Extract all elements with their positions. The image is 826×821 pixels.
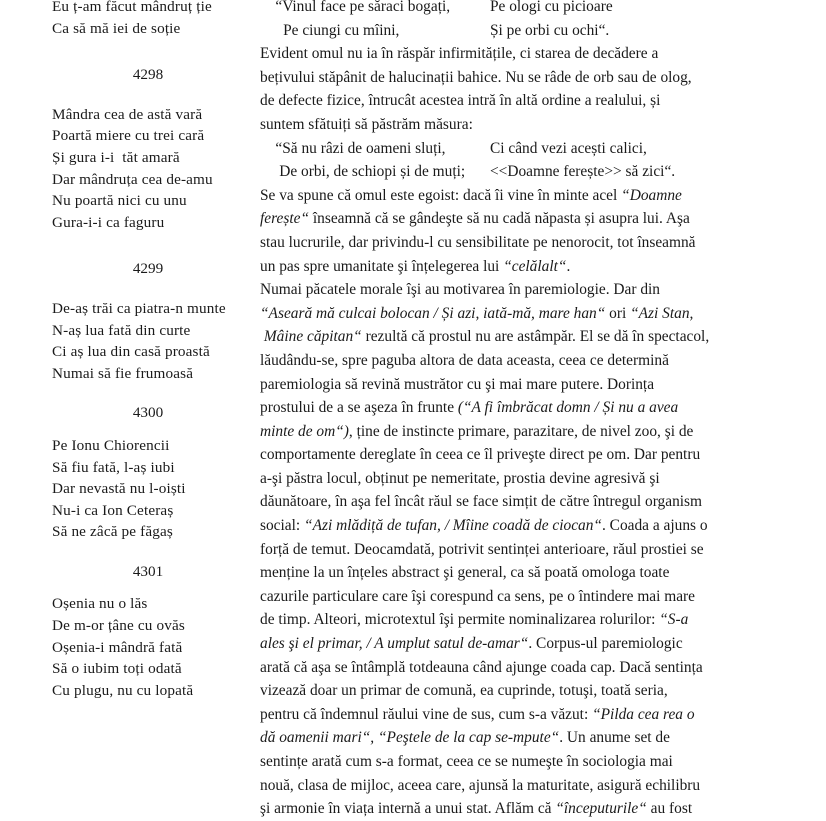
couplet-right: Și pe orbi cu ochi“. [490, 21, 610, 39]
verse-group-4299 [52, 298, 252, 384]
prose-text: şi armonie în viața internă a unui stat. Aflăm că [260, 800, 556, 818]
verse-line: Și gura i-i tăt amară [52, 148, 180, 166]
italic-quote: “Aseară mă culcai bolocan / Și azi, iată-mă, mare han“ [260, 304, 606, 322]
prose-line [260, 396, 734, 420]
couplet-left: De orbi, de schiopi și de muți; [260, 163, 466, 181]
couplet-left: Pe ciungi cu mîini, [260, 21, 400, 39]
prose-text: vizează doar un primar de comună, ea cuprinde, totuşi, toată seria, [260, 682, 668, 700]
prose-line: bețivului stăpânit de halucinații bahice. Nu se râde de orb sau de olog, [260, 68, 692, 86]
prose-line [260, 679, 734, 703]
prose-text: forță de temut. Deocamdată, potrivit sentinței anterioare, răul prostiei se [260, 540, 704, 558]
verse-number-4301: 4301 [132, 562, 164, 580]
prose-text: cazurile particulare care îşi corespund ca sens, pe o întindere mai mare [260, 587, 696, 605]
prose-text: dăunătoare, în aşa fel încât răul se face simțit de către întregul organism [260, 493, 703, 511]
italic-quote: “Pilda cea rea o [592, 705, 695, 723]
prose-line [260, 420, 734, 444]
spacer [52, 424, 252, 435]
prose-line [260, 703, 734, 727]
prose-text: a-şi păstra locul, obținut pe nemeritate, prostia devine agresivă şi [260, 469, 660, 487]
couplet-row [260, 160, 734, 184]
italic-quote: “S-a [659, 611, 689, 629]
prose-text: un pas spre umanitate şi înțelegerea lui [260, 257, 504, 275]
italic-quote: “Azi Stan, [630, 304, 694, 322]
couplet-left: “Vinul face pe săraci bogați, [260, 0, 451, 15]
right-prose-column [260, 0, 734, 821]
prose-line [260, 467, 734, 491]
verse-line: Numai să fie frumoasă [52, 364, 194, 382]
couplet-left: “Să nu râzi de oameni sluți, [260, 139, 446, 157]
prose-line [260, 608, 734, 632]
italic-quote: minte de om“) [260, 422, 349, 440]
prose-line [260, 585, 734, 609]
prose-text: lăudându-se, spre paguba altora de data aceasta, ceea ce determină [260, 351, 669, 369]
prose-line [260, 231, 734, 255]
spacer [52, 39, 252, 64]
verse-line: Să o iubim toți odată [52, 660, 182, 678]
prose-text: paremiologia să revină mustrător cu şi mai mare putere. Dorința [260, 375, 655, 393]
prose-line [260, 255, 734, 279]
prose-line [260, 514, 734, 538]
prose-text: . [566, 257, 571, 275]
prose-line [260, 538, 734, 562]
spacer [52, 384, 252, 402]
verse-line: Ca să mă iei de soție [52, 19, 181, 37]
spacer [52, 280, 252, 298]
paragraph-evident [260, 42, 734, 136]
verse-line: De m-or țâne cu ovăs [52, 617, 185, 635]
verse-line: Mândra cea de astă vară [52, 105, 203, 123]
verse-group-4300 [52, 435, 252, 543]
verse-number-4300: 4300 [132, 404, 164, 422]
verse-line: Dar mândruța cea de-amu [52, 170, 213, 188]
prose-line [260, 207, 734, 231]
italic-quote: “începuturile“ [555, 800, 647, 818]
prose-line [260, 373, 734, 397]
prose-line [260, 490, 734, 514]
prose-line [260, 774, 734, 798]
quote-block-vinul [260, 0, 734, 42]
italic-quote: (“A fi îmbrăcat domn / Și nu a avea [457, 399, 679, 417]
spacer [52, 582, 252, 593]
couplet-right: Pe ologi cu picioare [490, 0, 613, 15]
prose-line [260, 278, 734, 302]
prose-line [260, 632, 734, 656]
verse-line: Pe Ionu Chiorencii [52, 436, 170, 454]
couplet-row [260, 137, 734, 161]
verse-line: Oșenia nu o lăs [52, 595, 148, 613]
italic-quote: Mâine căpitan“ [260, 328, 362, 346]
prose-text: comportamente dereglate în ceea ce îl priveşte direct pe om. Dar pentru [260, 446, 701, 464]
verse-number-4298: 4298 [132, 66, 164, 84]
prose-line [260, 750, 734, 774]
couplet-row [260, 19, 734, 43]
verse-line: N-aș lua fată din curte [52, 321, 191, 339]
prose-text: social: [260, 517, 305, 535]
prose-line [260, 656, 734, 680]
prose-text: ori [605, 304, 631, 322]
couplet-row [260, 0, 734, 19]
verse-line: De-aș trăi ca piatra-n munte [52, 299, 226, 317]
prose-line [260, 797, 734, 821]
prose-text: prostului de a se aşeza în frunte [260, 399, 458, 417]
prose-line [260, 325, 734, 349]
italic-quote: dă oamenii mari“, “Peştele de la cap se-mpute“ [260, 729, 560, 747]
prose-line: de defecte fizice, întrucât acestea intră în altă ordine a realului, și [260, 92, 661, 110]
prose-text: nouă, clasa de mijloc, aceea care, ajunsă la maturitate, asigură echilibru [260, 776, 701, 794]
spacer [52, 86, 252, 104]
prose-text: Se va spune că omul este egoist: dacă îi vine în minte acel [260, 186, 622, 204]
verse-line: Cu plugu, nu cu lopată [52, 681, 194, 699]
verse-line: Nu-i ca Ion Ceteraș [52, 501, 174, 519]
verse-group-4301 [52, 593, 252, 701]
prose-line [260, 443, 734, 467]
prose-text: înseamnă că se gândeşte să nu cadă năpasta și asupra lui. Aşa [309, 210, 690, 228]
prose-line [260, 726, 734, 750]
verse-line: Ci aș lua din casă proastă [52, 343, 210, 361]
verse-line: Gura-i-i ca faguru [52, 213, 165, 231]
verse-line: Nu poartă nici cu unu [52, 192, 187, 210]
prose-text: pentru că îndemnul răului vine de sus, cum s-a văzut: [260, 705, 593, 723]
prose-line [260, 184, 734, 208]
couplet-right: Ci când vezi acești calici, [490, 139, 647, 157]
prose-text: Numai păcatele morale îşi au motivarea în paremiologie. Dar din [260, 281, 661, 299]
couplet-right: <<Doamne ferește>> să zici“. [490, 163, 676, 181]
continued-verse-block [52, 0, 252, 39]
quote-block-sa-nu-razi [260, 137, 734, 184]
prose-line: Evident omul nu ia în răspăr infirmitățile, ci starea de decădere a [260, 45, 659, 63]
verse-line: Să fiu fată, l-aș iubi [52, 458, 175, 476]
verse-line: Să ne zâcă pe făgaș [52, 523, 173, 541]
prose-text: rezultă că prostul nu are astâmpăr. El se dă în spectacol, [361, 328, 710, 346]
italic-quote: ferește“ [260, 210, 310, 228]
spacer [52, 543, 252, 561]
verse-line: Oșenia-i mândră fată [52, 638, 183, 656]
italic-quote: “celălalt“ [503, 257, 567, 275]
verse-line: Poartă miere cu trei cară [52, 127, 205, 145]
spacer [52, 233, 252, 258]
prose-line [260, 302, 734, 326]
prose-text: au fost [646, 800, 693, 818]
verse-group-4298 [52, 104, 252, 234]
italic-quote: “Doamne [621, 186, 682, 204]
prose-text: arată că aşa se întâmplă totdeauna când ajunge coada cap. Dacă sentința [260, 658, 703, 676]
verse-number-4299: 4299 [132, 260, 164, 278]
prose-text: , ține de instincte primare, parazitare, de nivel zoo, şi de [348, 422, 694, 440]
prose-text: . Corpus-ul paremiologic [528, 635, 683, 653]
prose-text: sentințe arată cum s-a format, ceea ce se numeşte în sociologia mai [260, 753, 673, 770]
prose-line: suntem sfătuiți să păstrăm măsura: [260, 115, 473, 133]
italic-quote: “Azi mlădiță de tufan, / Mîine coadă de ciocan“ [304, 517, 602, 535]
prose-text: . Coada a ajuns o [601, 517, 708, 535]
verse-line: Eu ț-am făcut mândruț ție [52, 0, 212, 15]
prose-text: . Un anume set de [559, 729, 670, 747]
prose-text: de timp. Alteori, microtextul îşi permite nominalizarea rolurilor: [260, 611, 660, 629]
italic-quote: ales şi el primar, / A umplut satul de-amar“ [260, 635, 529, 653]
paragraph-analysis [260, 184, 734, 821]
verse-line: Dar nevastă nu l-oiști [52, 480, 186, 498]
prose-line [260, 349, 734, 373]
prose-text: stau lucrurile, dar privindu-l cu sensibilitate pe nenorocit, tot înseamnă [260, 233, 696, 251]
prose-text: menține la un înțeles abstract şi general, ca să poată omologa toate [260, 564, 670, 582]
left-verse-column [52, 0, 252, 701]
prose-line [260, 561, 734, 585]
